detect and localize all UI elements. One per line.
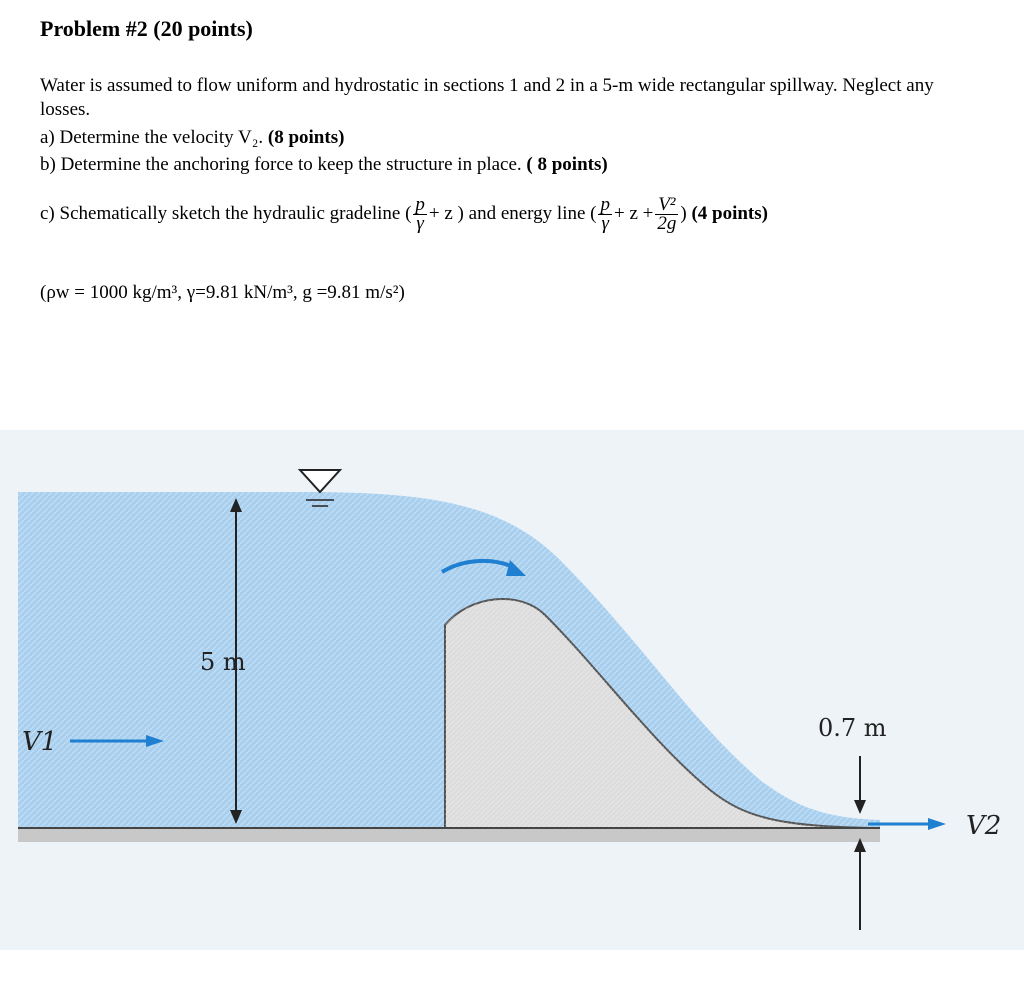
egl-tail: ) <box>680 202 687 224</box>
egl-den: γ <box>601 213 609 234</box>
v1-label: V1 <box>22 727 58 757</box>
egl-num: p <box>600 194 610 215</box>
egl-mid: + z + <box>613 202 654 224</box>
spillway-figure <box>0 400 1024 984</box>
part-a <box>40 126 344 150</box>
egl-fraction-1 <box>598 196 612 233</box>
hgl-tail: + z ) and energy line ( <box>428 202 597 224</box>
upstream-depth-label: 5 m <box>200 648 246 676</box>
hgl-num: p <box>415 194 425 215</box>
constants-line: (ρw = 1000 kg/m³, γ=9.81 kN/m³, g =9.81 m/s²) <box>40 282 405 303</box>
downstream-depth-label: 0.7 m <box>818 714 887 742</box>
part-a-points: (8 points) <box>267 127 345 148</box>
part-c-points: (4 points) <box>691 202 768 224</box>
problem-intro: Water is assumed to flow uniform and hydrostatic in sections 1 and 2 in a 5-m wide rectangular spillway. Neglect any losses. <box>40 75 934 120</box>
problem-title: Problem #2 (20 points) <box>40 16 253 41</box>
part-b <box>40 153 608 177</box>
part-b-points: ( 8 points) <box>526 154 608 175</box>
egl-den-2: 2g <box>657 213 677 234</box>
part-a-text: a) Determine the velocity V₂. <box>40 127 264 148</box>
channel-bed <box>18 828 880 842</box>
egl-fraction-2 <box>655 196 678 233</box>
part-c <box>40 196 768 233</box>
v2-label: V2 <box>966 811 1002 841</box>
part-c-lead: c) Schematically sketch the hydraulic gradeline ( <box>40 202 412 224</box>
part-b-text: b) Determine the anchoring force to keep the structure in place. <box>40 154 522 175</box>
egl-num-2: V² <box>655 196 678 215</box>
hgl-den: γ <box>416 213 424 234</box>
hgl-fraction <box>413 196 427 233</box>
